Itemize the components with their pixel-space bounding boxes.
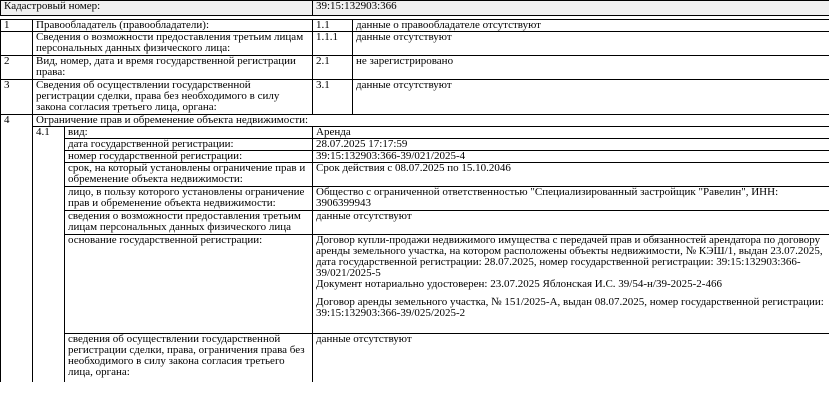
row-subnumber: 3.1 [313, 80, 353, 115]
row-label: Правообладатель (правообладатели): [33, 20, 313, 32]
encumbrance-label: основание государственной регистрации: [65, 235, 313, 334]
row-label: Сведения о возможности предоставления третьим лицам персональных данных физического лица: [33, 32, 313, 56]
row-value: данные о правообладателе отсутствуют [353, 20, 829, 32]
encumbrance-subnumber: 4.1 [33, 127, 65, 382]
encumbrance-label: срок, на который установлены ограничение прав и обременение объекта недвижимости: [65, 163, 313, 187]
row-number: 1 [1, 20, 33, 32]
encumbrance-label: дата государственной регистрации: [65, 139, 313, 151]
row-label: Сведения об осуществлении государственной регистрации сделки, права без необходимого в силу закона согласия третьего лица, органа: [33, 80, 313, 115]
table-row [1, 80, 829, 115]
encumbrance-row [1, 139, 829, 151]
row-label: Ограничение прав и обременение объекта недвижимости: [33, 115, 829, 127]
registration-basis-1: Договор купли-продажи недвижимого имущества с передачей прав и обязанностей арендатора по договору аренды земельного участка, на котором расположены объекты недвижимости, № КЭШ/1, выдан 23.07.2025, дата государственной регистрации: 28.07.2025, номер государственной регистрации: 39:15:132903:366-39/021/2025-5 [316, 234, 823, 279]
encumbrance-label: сведения о возможности предоставления третьим лицам персональных данных физического лица [65, 211, 313, 235]
cadastral-number-header [0, 0, 829, 16]
encumbrance-value-group [313, 235, 829, 334]
row-value: данные отсутствуют [353, 80, 829, 115]
encumbrance-label: вид: [65, 127, 313, 139]
encumbrance-label: лицо, в пользу которого установлены ограничение прав и обременение объекта недвижимости: [65, 187, 313, 211]
cadastral-number-label: Кадастровый номер: [1, 1, 313, 16]
rights-table [0, 19, 829, 382]
row-number: 3 [1, 80, 33, 115]
row-number: 2 [1, 56, 33, 80]
table-row [1, 20, 829, 32]
encumbrance-label: сведения об осуществлении государственной регистрации сделки, права, ограничения права без необходимого в силу закона согласия третьего лица, органа: [65, 334, 313, 382]
encumbrance-value: 39:15:132903:366-39/021/2025-4 [313, 151, 829, 163]
encumbrance-row [1, 127, 829, 139]
row-subnumber: 2.1 [313, 56, 353, 80]
encumbrance-value: данные отсутствуют [313, 334, 829, 382]
table-row [1, 56, 829, 80]
row-subnumber: 1.1 [313, 20, 353, 32]
encumbrance-row [1, 211, 829, 235]
row-label: Вид, номер, дата и время государственной регистрации права: [33, 56, 313, 80]
row-number-continuation [1, 127, 33, 382]
row-value: не зарегистрировано [353, 56, 829, 80]
encumbrance-value: Срок действия с 08.07.2025 по 15.10.2046 [313, 163, 829, 187]
encumbrance-row [1, 163, 829, 187]
encumbrance-label: номер государственной регистрации: [65, 151, 313, 163]
encumbrance-row [1, 187, 829, 211]
encumbrance-row [1, 151, 829, 163]
encumbrance-value: Общество с ограниченной ответственностью "Специализированный застройщик "Равелин", ИНН: 3906399943 [313, 187, 829, 211]
encumbrance-value: 28.07.2025 17:17:59 [313, 139, 829, 151]
table-row [1, 115, 829, 127]
row-number [1, 32, 33, 56]
notary-certification: Документ нотариально удостоверен: 23.07.2025 Яблонская И.С. 39/54-н/39-2025-2-466 [316, 278, 722, 290]
registration-basis-2: Договор аренды земельного участка, № 151/2025-А, выдан 08.07.2025, номер государственной регистрации: 39:15:132903:366-39/025/2025-2 [316, 296, 824, 319]
table-row [1, 32, 829, 56]
row-subnumber: 1.1.1 [313, 32, 353, 56]
encumbrance-value: Аренда [313, 127, 829, 139]
cadastral-number-value: 39:15:132903:366 [313, 1, 829, 16]
encumbrance-row [1, 334, 829, 382]
row-value: данные отсутствуют [353, 32, 829, 56]
encumbrance-value: данные отсутствуют [313, 211, 829, 235]
row-number: 4 [1, 115, 33, 127]
encumbrance-row [1, 235, 829, 334]
